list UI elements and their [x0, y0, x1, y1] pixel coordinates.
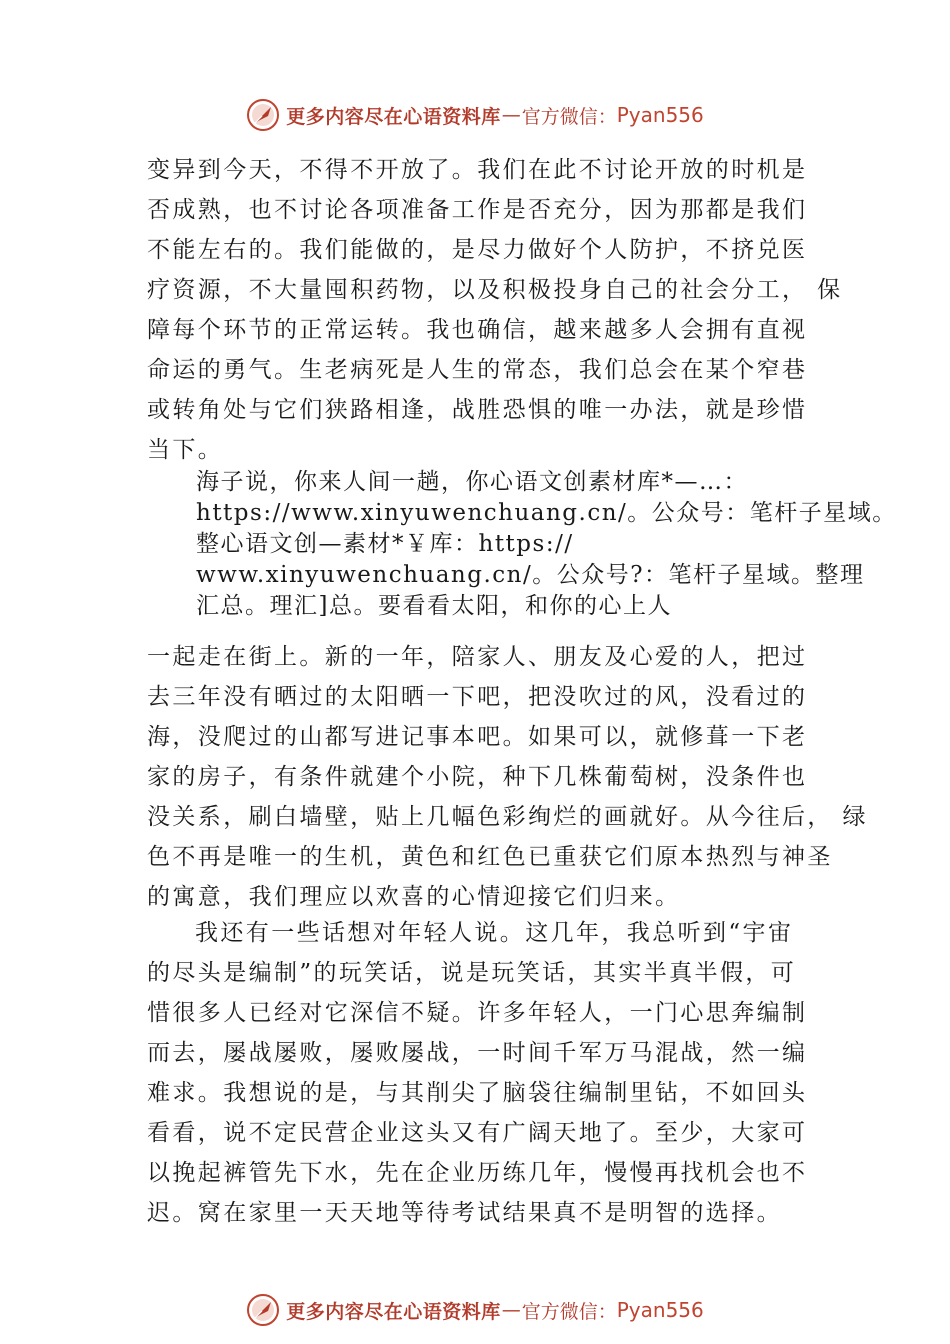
text-line: 疗资源，不大量囤积药物，以及积极投身自己的社会分工， 保	[147, 277, 843, 303]
banner-dash: —	[501, 1299, 521, 1321]
header-banner	[0, 95, 950, 135]
quill-logo-icon	[246, 1293, 280, 1327]
text-line: 以挽起裤管先下水，先在企业历练几年，慢慢再找机会也不	[147, 1160, 808, 1186]
banner-wechat-label: 官方微信：	[521, 105, 617, 128]
text-line: 不能左右的。我们能做的，是尽力做好个人防护，不挤兑医	[147, 237, 808, 263]
text-line: 整心语文创—素材*￥库：https://	[196, 531, 574, 557]
text-line: 没关系，刷白墙壁，贴上几幅色彩绚烂的画就好。从今往后， 绿	[147, 804, 868, 830]
text-line: 的寓意，我们理应以欢喜的心情迎接它们归来。	[147, 884, 681, 910]
text-line: 否成熟，也不讨论各项准备工作是否充分，因为那都是我们	[147, 197, 808, 223]
text-line: 难求。我想说的是，与其削尖了脑袋往编制里钻，不如回头	[147, 1080, 808, 1106]
url-line: https://www.xinyuwenchuang.cn/。公众号：笔杆子星域。	[196, 500, 897, 526]
text-line: 而去，屡战屡败，屡败屡战，一时间千军万马混战，然一编	[147, 1040, 808, 1066]
banner-title: 更多内容尽在心语资料库	[286, 105, 501, 128]
banner-wechat-id: Pyan556	[616, 103, 704, 127]
quill-logo-icon	[246, 98, 280, 132]
paragraph-3	[147, 913, 812, 1233]
text-line: 海子说，你来人间一趟，你心语文创素材库*—…：	[196, 469, 748, 495]
url-line: www.xinyuwenchuang.cn/。公众号?：笔杆子星域。整理	[196, 562, 865, 588]
text-line: 当下。	[147, 437, 224, 463]
indented-quote-block	[196, 467, 897, 622]
text-line: 色不再是唯一的生机，黄色和红色已重获它们原本热烈与神圣	[147, 844, 833, 870]
text-line: 去三年没有晒过的太阳晒一下吧，把没吹过的风，没看过的	[147, 684, 808, 710]
banner-dash: —	[501, 104, 521, 126]
text-line: 汇总。理汇]总。要看看太阳，和你的心上人	[196, 593, 672, 619]
text-line: 或转角处与它们狭路相逢，战胜恐惧的唯一办法，就是珍惜	[147, 397, 808, 423]
paragraph-1	[147, 150, 843, 470]
banner-title: 更多内容尽在心语资料库	[286, 1300, 501, 1323]
text-line: 看看，说不定民营企业这头又有广阔天地了。至少，大家可	[147, 1120, 808, 1146]
banner-wechat-label: 官方微信：	[521, 1300, 617, 1323]
text-line: 一起走在街上。新的一年，陪家人、朋友及心爱的人，把过	[147, 644, 808, 670]
banner-wechat-id: Pyan556	[616, 1298, 704, 1322]
text-line: 迟。窝在家里一天天地等待考试结果真不是明智的选择。	[147, 1200, 782, 1226]
text-line: 障每个环节的正常运转。我也确信，越来越多人会拥有直视	[147, 317, 808, 343]
text-line: 我还有一些话想对年轻人说。这几年，我总听到“宇宙	[195, 920, 794, 946]
text-line: 家的房子，有条件就建个小院，种下几株葡萄树，没条件也	[147, 764, 808, 790]
text-line: 的尽头是编制”的玩笑话，说是玩笑话，其实半真半假，可	[147, 960, 797, 986]
text-line: 惜很多人已经对它深信不疑。许多年轻人，一门心思奔编制	[147, 1000, 808, 1026]
text-line: 变异到今天，不得不开放了。我们在此不讨论开放的时机是	[147, 157, 808, 183]
text-line: 命运的勇气。生老病死是人生的常态，我们总会在某个窄巷	[147, 357, 808, 383]
text-line: 海，没爬过的山都写进记事本吧。如果可以，就修葺一下老	[147, 724, 808, 750]
footer-banner	[0, 1290, 950, 1330]
paragraph-2	[147, 637, 868, 917]
